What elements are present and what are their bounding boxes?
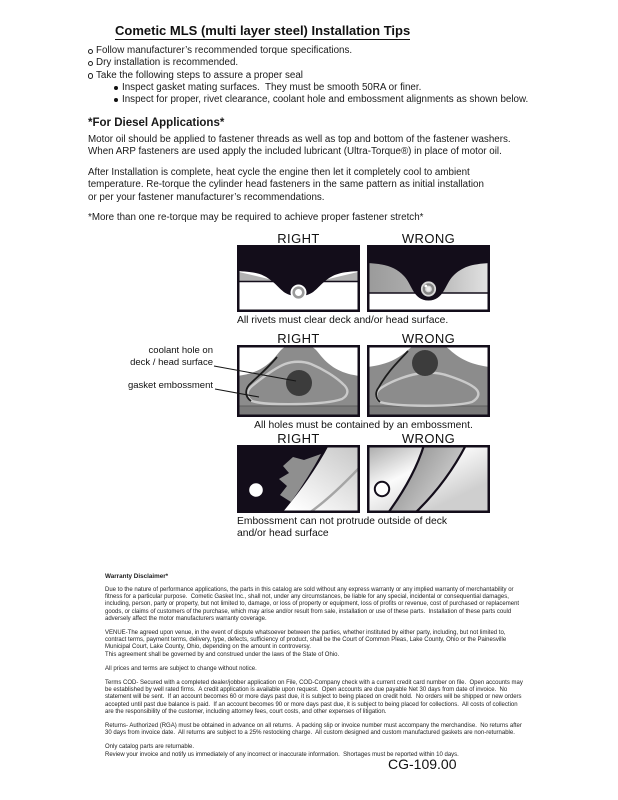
figure-hole-embossment: [237, 331, 497, 432]
text-line: accepted until past due balance is paid. If an account becomes 90 or more days past due, it is subject to being placed for collections. All costs of collection: [105, 701, 518, 708]
tip-sub-bullet-1-text: Inspect gasket mating surfaces. They must be smooth 50RA or finer.: [122, 81, 422, 93]
warranty-section: [105, 573, 523, 766]
tip-bullet-1-text: Follow manufacturer’s recommended torque specifications.: [96, 45, 353, 56]
filled-bullet-icon: [114, 98, 118, 102]
tip-sub-bullet-1: [114, 82, 532, 94]
intro-section: [88, 22, 532, 106]
tip-bullet-2-text: Dry installation is recommended.: [96, 57, 239, 69]
open-bullet-icon: [88, 61, 93, 66]
page-title: Cometic MLS (multi layer steel) Installation Tips: [115, 23, 411, 38]
callout-coolant-hole: [88, 345, 213, 368]
text-line: be established by well rated firms. A credit application is available upon request. Open accounts are due payable Net 30 days from date of invoice. No: [105, 687, 508, 694]
figure3-caption-line2: and/or head surface: [237, 527, 329, 539]
tip-bullet-3-text: Take the following steps to assure a proper seal: [96, 69, 303, 81]
callout-embossment-text: gasket embossment: [127, 380, 213, 391]
text-line: This agreement shall be governed by and construed under the laws of the State of Ohio.: [105, 651, 340, 658]
diesel-heading: *For Diesel Applications*: [88, 117, 225, 129]
warranty-paragraph-prices: [105, 666, 517, 673]
text-line: Motor oil should be applied to fastener threads as well as top and bottom of the fastener washers.: [88, 134, 511, 145]
embossment-right-diagram: [237, 345, 360, 417]
embossment-wrong-diagram: [367, 345, 490, 417]
text-line: VENUE-The agreed upon venue, in the event of dispute whatsoever between the parties, whether instituted by either party, including, but not limited to,: [105, 630, 506, 637]
open-bullet-icon: [88, 73, 93, 78]
diesel-note: *More than one re-torque may be required to achieve proper fastener stretch*: [88, 212, 424, 224]
warranty-paragraph-venue: [105, 630, 517, 659]
figure1-wrong-label: WRONG: [401, 231, 456, 246]
text-line: 30 days from invoice date. All returns are subject to a 25% restocking charge. All custom designed and custom manufactured gaskets are non-returnable.: [105, 730, 515, 737]
tip-bullet-3: [88, 70, 532, 82]
diesel-paragraph-2: [88, 167, 548, 204]
rivet-wrong-diagram: [367, 245, 490, 312]
text-line: fitness for a particular purpose. Cometic Gasket Inc., shall not, under any circumstances, be liable for any special, incidental or consequential damages,: [105, 594, 509, 601]
callout-coolant-line2: deck / head surface: [130, 356, 213, 368]
callout-coolant-line1: coolant hole on: [148, 345, 213, 356]
page-number: CG-109.00: [388, 756, 457, 772]
text-line: Returns- Authorized (RGA) must be obtained in advance on all returns. A packing slip or invoice number must accompany the merchandise. No returns after: [105, 723, 522, 730]
protrusion-right-diagram: [237, 445, 360, 513]
text-line: statement will be sent. If an account becomes 60 or more days past due, it is subject to being placed on credit hold. No orders will be shipped or new orders: [105, 694, 522, 701]
text-line: Municipal Court, Lake County, Ohio, depending on the amount in controversy.: [105, 644, 311, 651]
figure3-caption-line1: Embossment can not protrude outside of deck: [237, 516, 448, 527]
filled-bullet-icon: [114, 86, 118, 90]
text-line: goods, or claims of customers of the purchase, which may arise and/or result from sale, installation or use of these parts. Installation of these parts could: [105, 608, 512, 615]
warranty-paragraph-terms: [105, 680, 523, 716]
warranty-paragraph-disclaimer: [105, 587, 520, 623]
figure1-caption: All rivets must clear deck and/or head surface.: [237, 315, 449, 326]
protrusion-wrong-diagram: [367, 445, 490, 513]
figure-embossment-protrusion: [237, 431, 497, 540]
figure-rivet-clearance: [237, 231, 497, 327]
text-line: or per your fastener manufacturer’s recommendations.: [88, 191, 325, 203]
text-line: Terms COD- Secured with a completed dealer/jobber application on File, COD-Company check with a current credit card number on file. Open accounts may: [105, 680, 523, 687]
warranty-heading: Warranty Disclaimer*: [105, 573, 169, 580]
figure2-wrong-label: WRONG: [401, 331, 456, 346]
figure2-caption: All holes must be contained by an embossment.: [254, 420, 473, 431]
figure1-labels: [237, 231, 497, 245]
figure2-panels: [237, 345, 497, 417]
text-line: temperature. Re-torque the cylinder head fasteners in the same pattern as initial installation: [88, 179, 484, 191]
text-line: Only catalog parts are returnable.: [105, 744, 195, 751]
text-line: Review your invoice and notify us immediately of any incorrect or inaccurate information. Shortages must be reported within 10 days.: [105, 751, 459, 758]
figure3-right-label: RIGHT: [277, 431, 320, 446]
text-line: including, person, party or property, but not limited to, damage, or loss of property or equipment, loss of profits or revenue, cost of purchased or replacement: [105, 601, 520, 608]
figure1-panels: [237, 245, 497, 312]
text-line: contract terms, payment terms, delivery, type, defects, sufficiency of product, shall be the Court of Common Pleas, Lake County, Ohio or the Painesville: [105, 637, 507, 644]
open-bullet-icon: [88, 49, 93, 54]
tip-bullet-2: [88, 57, 532, 69]
title-row: [115, 22, 532, 40]
tip-bullet-1: [88, 45, 532, 57]
figure2-labels: [237, 331, 497, 345]
text-line: are the responsibility of the customer, including attorney fees, court costs, and other expenses of litigation.: [105, 708, 387, 715]
figure3-panels: [237, 445, 497, 513]
text-line: Due to the nature of performance applications, the parts in this catalog are sold without any express warranty or any implied warranty of merchantability or: [105, 587, 514, 593]
warranty-paragraph-returns: [105, 723, 522, 737]
tip-sub-bullet-2: [114, 94, 532, 106]
text-line: After Installation is complete, heat cycle the engine then let it completely cool to ambient: [88, 166, 470, 178]
figure1-right-label: RIGHT: [277, 231, 320, 246]
figure3-wrong-label: WRONG: [401, 431, 456, 446]
text-line: When ARP fasteners are used apply the included lubricant (Ultra-Torque®) in place of motor oil.: [88, 146, 502, 158]
text-line: All prices and terms are subject to change without notice.: [105, 665, 257, 672]
figure3-labels: [237, 431, 497, 445]
tip-sub-bullet-2-text: Inspect for proper, rivet clearance, coolant hole and embossment alignments as shown below.: [122, 94, 529, 106]
diesel-paragraph-1: [88, 134, 548, 159]
figure2-right-label: RIGHT: [277, 331, 320, 346]
rivet-right-diagram: [237, 245, 360, 312]
callout-gasket-embossment: [88, 380, 213, 392]
text-line: adversely affect the motor manufacturers warranty coverage.: [105, 615, 267, 622]
diesel-section: [88, 117, 548, 224]
